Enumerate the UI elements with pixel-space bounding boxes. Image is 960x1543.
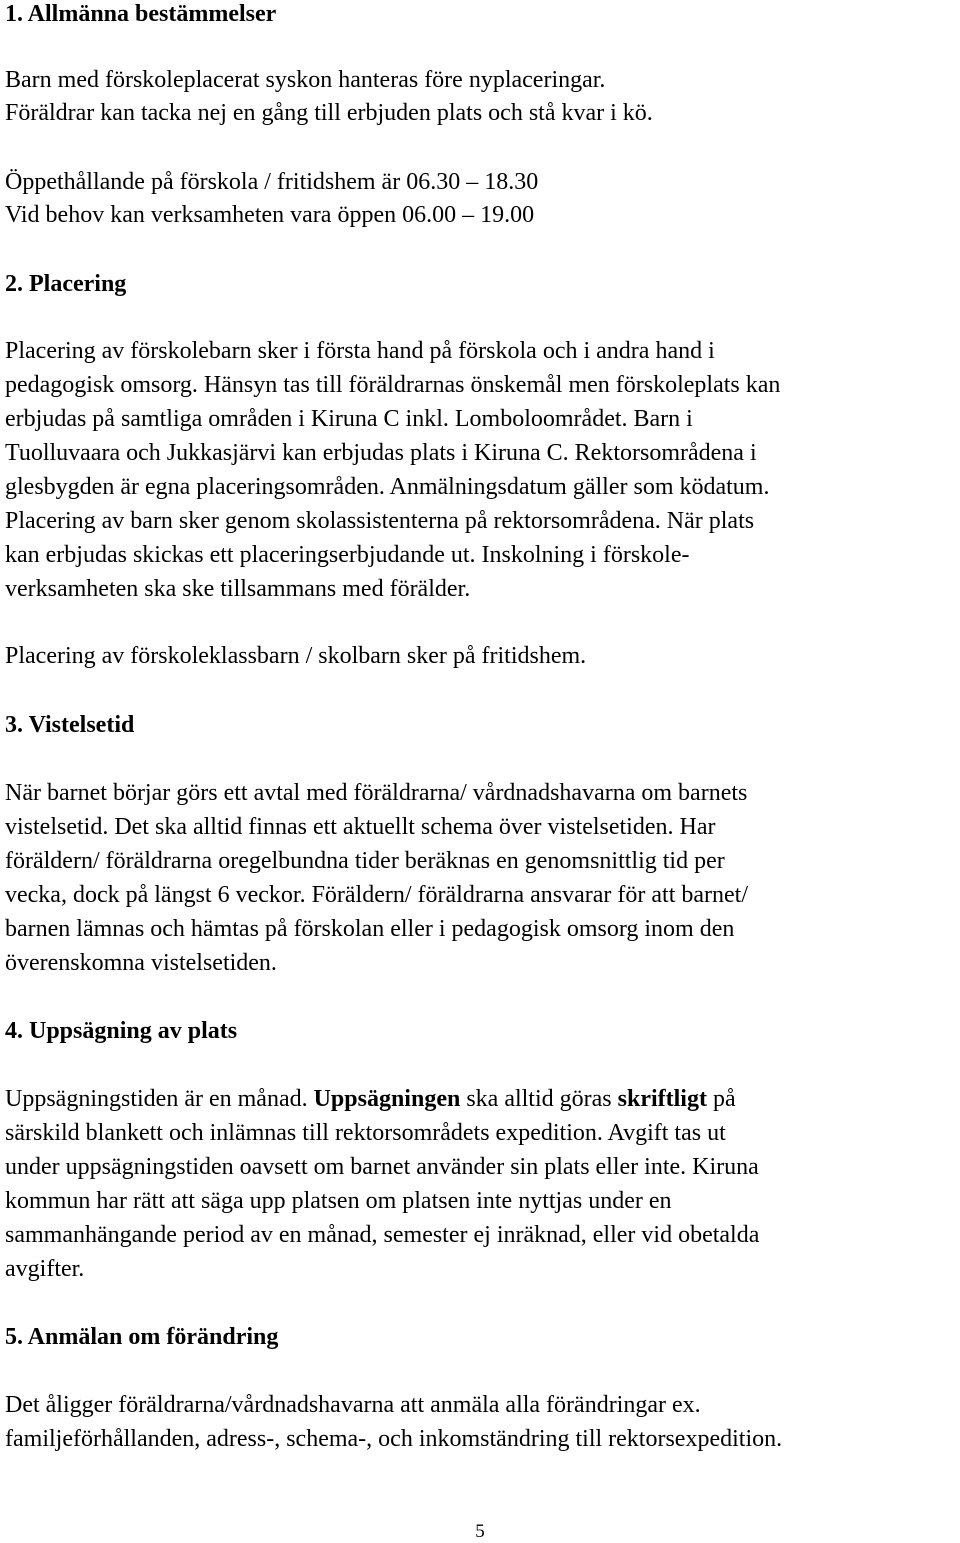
section-3-line: barnen lämnas och hämtas på förskolan eller i pedagogisk omsorg inom den bbox=[5, 916, 735, 942]
section-3-line: överenskomna vistelsetiden. bbox=[5, 950, 277, 976]
page-number: 5 bbox=[475, 1521, 485, 1542]
section-5-line: Det åligger föräldrarna/vårdnadshavarna att anmäla alla förändringar ex. bbox=[5, 1392, 701, 1418]
section-3-heading: 3. Vistelsetid bbox=[5, 712, 135, 738]
section-4-heading: 4. Uppsägning av plats bbox=[5, 1018, 238, 1044]
section-2-line: Placering av förskolebarn sker i första hand på förskola och i andra hand i bbox=[5, 338, 715, 364]
section-4-line: under uppsägningstiden oavsett om barnet använder sin plats eller inte. Kiruna bbox=[5, 1154, 759, 1180]
section-4-line: sammanhängande period av en månad, semester ej inräknad, eller vid obetalda bbox=[5, 1222, 760, 1248]
section-2-line: pedagogisk omsorg. Hänsyn tas till föräldrarnas önskemål men förskoleplats kan bbox=[5, 372, 781, 398]
section-3-line: vistelsetid. Det ska alltid finnas ett aktuellt schema över vistelsetiden. Har bbox=[5, 814, 716, 840]
section-2-line: Tuolluvaara och Jukkasjärvi kan erbjudas plats i Kiruna C. Rektorsområdena i bbox=[5, 440, 757, 466]
section-1-line: Barn med förskoleplacerat syskon hanteras före nyplaceringar. bbox=[5, 67, 606, 93]
section-2-line: verksamheten ska ske tillsammans med förälder. bbox=[5, 576, 471, 602]
section-1-heading: 1. Allmänna bestämmelser bbox=[5, 1, 277, 27]
section-1-line: Föräldrar kan tacka nej en gång till erbjuden plats och stå kvar i kö. bbox=[5, 100, 653, 126]
section-4-bold-text: Uppsägningen bbox=[313, 1086, 461, 1112]
section-2-heading: 2. Placering bbox=[5, 271, 127, 297]
section-4-bold-text: skriftligt bbox=[617, 1086, 707, 1112]
section-2-line: kan erbjudas skickas ett placeringserbjudande ut. Inskolning i förskole- bbox=[5, 542, 690, 568]
section-3-line: vecka, dock på längst 6 veckor. Föräldern/ föräldrarna ansvarar för att barnet/ bbox=[5, 882, 749, 908]
section-4-line: särskild blankett och inlämnas till rektorsområdets expedition. Avgift tas ut bbox=[5, 1120, 726, 1146]
section-2-line: Placering av barn sker genom skolassistenterna på rektorsområdena. När plats bbox=[5, 508, 755, 534]
section-2-line: glesbygden är egna placeringsområden. Anmälningsdatum gäller som ködatum. bbox=[5, 474, 770, 500]
section-4-text: på bbox=[706, 1086, 736, 1112]
section-4-text: Uppsägningstiden är en månad. bbox=[5, 1086, 314, 1112]
section-4-line: kommun har rätt att säga upp platsen om platsen inte nyttjas under en bbox=[5, 1188, 672, 1214]
section-1-line: Vid behov kan verksamheten vara öppen 06.00 – 19.00 bbox=[5, 202, 535, 228]
section-2-line: Placering av förskoleklassbarn / skolbarn sker på fritidshem. bbox=[5, 643, 587, 669]
section-5-heading: 5. Anmälan om förändring bbox=[5, 1324, 279, 1350]
section-1-line: Öppethållande på förskola / fritidshem är 06.30 – 18.30 bbox=[5, 169, 539, 195]
section-4-text: ska alltid göras bbox=[460, 1086, 618, 1112]
section-3-line: När barnet börjar görs ett avtal med föräldrarna/ vårdnadshavarna om barnets bbox=[5, 780, 748, 806]
section-2-line: erbjudas på samtliga områden i Kiruna C inkl. Lomboloområdet. Barn i bbox=[5, 406, 693, 432]
section-4-line: avgifter. bbox=[5, 1256, 85, 1282]
section-5-line: familjeförhållanden, adress-, schema-, och inkomständring till rektorsexpedition. bbox=[5, 1426, 783, 1452]
section-4-line bbox=[5, 1085, 736, 1113]
section-3-line: föräldern/ föräldrarna oregelbundna tider beräknas en genomsnittlig tid per bbox=[5, 848, 725, 874]
